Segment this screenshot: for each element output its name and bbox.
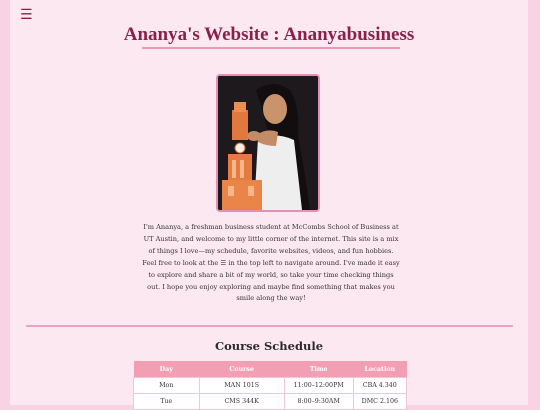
table-row <box>134 394 407 410</box>
cell-course: CMS 344K <box>199 394 284 410</box>
column-header-course: Course <box>199 361 284 378</box>
profile-photo <box>216 74 320 212</box>
cell-time: 8:00–9:30AM <box>284 394 353 410</box>
cell-course: MAN 101S <box>199 378 284 394</box>
column-header-time: Time <box>284 361 353 378</box>
table-row <box>134 378 407 394</box>
column-header-location: Location <box>353 361 406 378</box>
column-header-day: Day <box>134 361 200 378</box>
schedule-header-row <box>134 361 407 378</box>
page-title: Ananya's Website : Ananyabusiness <box>123 24 415 45</box>
schedule-table <box>133 361 407 410</box>
cell-day: Mon <box>134 378 200 394</box>
section-divider <box>26 325 513 327</box>
profile-photo-illustration <box>218 76 318 210</box>
cell-location: DMC 2.106 <box>353 394 406 410</box>
schedule-heading: Course Schedule <box>214 339 324 353</box>
cell-time: 11:00–12:00PM <box>284 378 353 394</box>
intro-paragraph: I'm Ananya, a freshman business student at McCombs School of Business at UT Austin, and welcome to my little corner of the internet. This site is a mix of things I love—my schedule, favorite websites, videos, and fun hobbies. Feel free to look at the ☰ in the top left to navigate around. I've made it easy to explore and share a bit of my world, so take your time checking things out. I hope you enjoy exploring and maybe find something that makes you smile along the way! <box>142 223 400 303</box>
page-panel <box>10 0 528 405</box>
cell-location: CBA 4.340 <box>353 378 406 394</box>
title-underline <box>142 47 400 49</box>
hamburger-menu-icon[interactable]: ☰ <box>20 7 33 23</box>
cell-day: Tue <box>134 394 200 410</box>
